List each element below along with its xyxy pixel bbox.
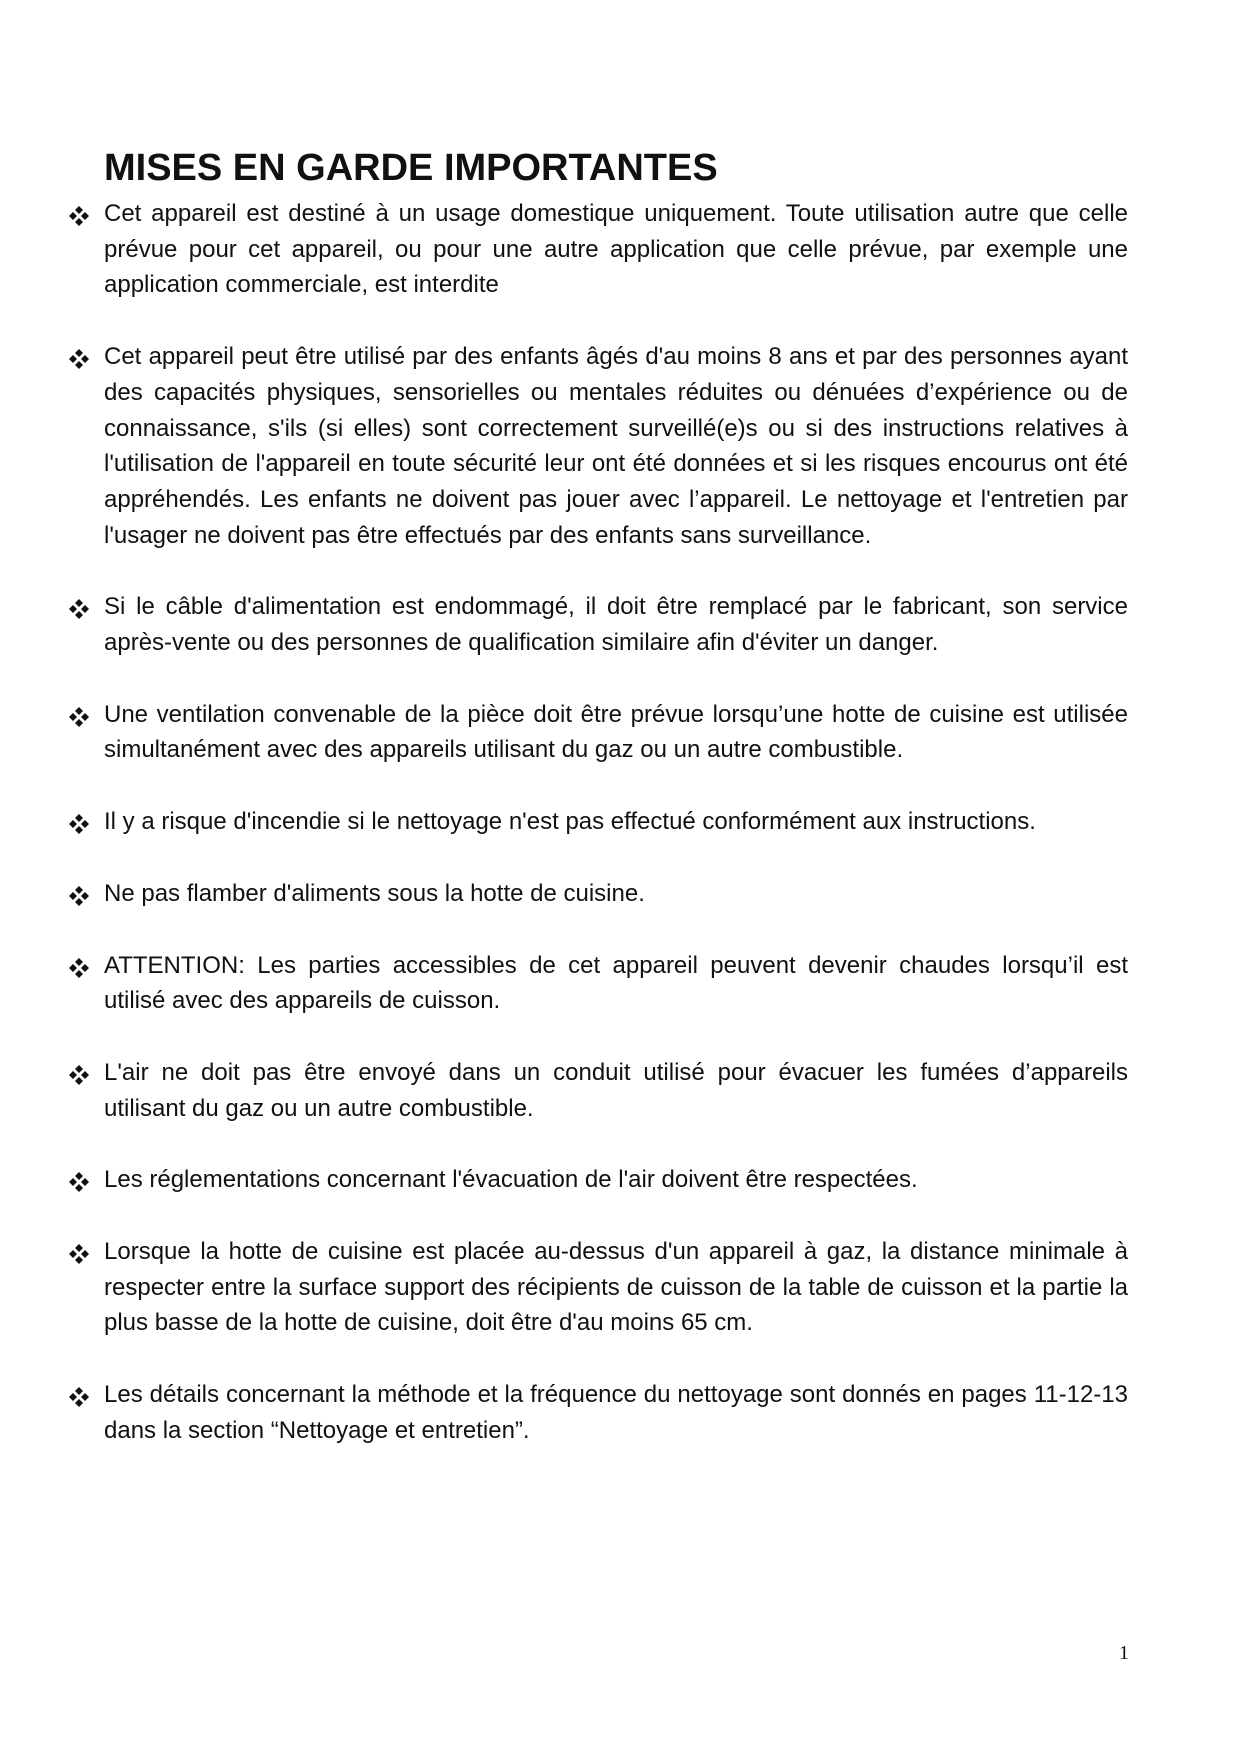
warning-item	[68, 1377, 1128, 1448]
four-diamond-ornament-icon	[68, 957, 90, 979]
four-diamond-ornament-icon	[68, 1386, 90, 1408]
page-title: MISES EN GARDE IMPORTANTES	[104, 147, 718, 190]
warning-text: Ne pas flamber d'aliments sous la hotte de cuisine.	[104, 879, 645, 907]
warning-item	[68, 804, 1128, 840]
page-number: 1	[1119, 1642, 1129, 1664]
warning-item	[68, 1234, 1128, 1341]
warning-text: Lorsque la hotte de cuisine est placée au-dessus d'un appareil à gaz, la distance minimale à respecter entre la surface support des récipients de cuisson de la table de cuisson et la partie la plus basse de la hotte de cuisine, doit être d'au moins 65 cm.	[104, 1238, 1128, 1337]
warning-text: Une ventilation convenable de la pièce doit être prévue lorsqu’une hotte de cuisine est utilisée simultanément avec des appareils utilisant du gaz ou un autre combustible.	[104, 700, 1128, 764]
warnings-list	[68, 196, 1128, 1485]
four-diamond-ornament-icon	[68, 1064, 90, 1086]
four-diamond-ornament-icon	[68, 706, 90, 728]
warning-item	[68, 1162, 1128, 1198]
four-diamond-ornament-icon	[68, 885, 90, 907]
warning-text: Cet appareil est destiné à un usage domestique uniquement. Toute utilisation autre que celle prévue pour cet appareil, ou pour une autre application que celle prévue, par exemple une application commerciale, est interdite	[104, 200, 1128, 299]
warning-item	[68, 339, 1128, 553]
warning-item	[68, 948, 1128, 1019]
warning-text: Il y a risque d'incendie si le nettoyage n'est pas effectué conformément aux instructions.	[104, 808, 1036, 836]
four-diamond-ornament-icon	[68, 813, 90, 835]
warning-item	[68, 589, 1128, 660]
warning-text: ATTENTION: Les parties accessibles de cet appareil peuvent devenir chaudes lorsqu’il est utilisé avec des appareils de cuisson.	[104, 951, 1128, 1015]
four-diamond-ornament-icon	[68, 1243, 90, 1265]
warning-text: L'air ne doit pas être envoyé dans un conduit utilisé pour évacuer les fumées d’appareils utilisant du gaz ou un autre combustible.	[104, 1058, 1128, 1122]
four-diamond-ornament-icon	[68, 205, 90, 227]
warning-text: Les réglementations concernant l'évacuation de l'air doivent être respectées.	[104, 1166, 918, 1194]
four-diamond-ornament-icon	[68, 1171, 90, 1193]
warning-text: Si le câble d'alimentation est endommagé, il doit être remplacé par le fabricant, son service après-vente ou des personnes de qualification similaire afin d'éviter un danger.	[104, 593, 1128, 657]
four-diamond-ornament-icon	[68, 598, 90, 620]
warning-item	[68, 697, 1128, 768]
warning-item	[68, 196, 1128, 303]
warning-item	[68, 1055, 1128, 1126]
warning-text: Les détails concernant la méthode et la fréquence du nettoyage sont donnés en pages 11-12-13 dans la section “Nettoyage et entretien”.	[104, 1381, 1128, 1444]
warning-text: Cet appareil peut être utilisé par des enfants âgés d'au moins 8 ans et par des personnes ayant des capacités physiques, sensorielles ou mentales réduites ou dénuées d’expérience ou de connaissance, s'ils (si elles) sont correctement surveillé(e)s ou si des instructions relatives à l'utilisation de l'appareil en toute sécurité leur ont été données et si les risques encourus ont été appréhendés. Les enfants ne doivent pas jouer avec l’appareil. Le nettoyage et l'entretien par l'usager ne doivent pas être effectués par des enfants sans surveillance.	[104, 343, 1128, 549]
four-diamond-ornament-icon	[68, 348, 90, 370]
warning-item	[68, 876, 1128, 912]
